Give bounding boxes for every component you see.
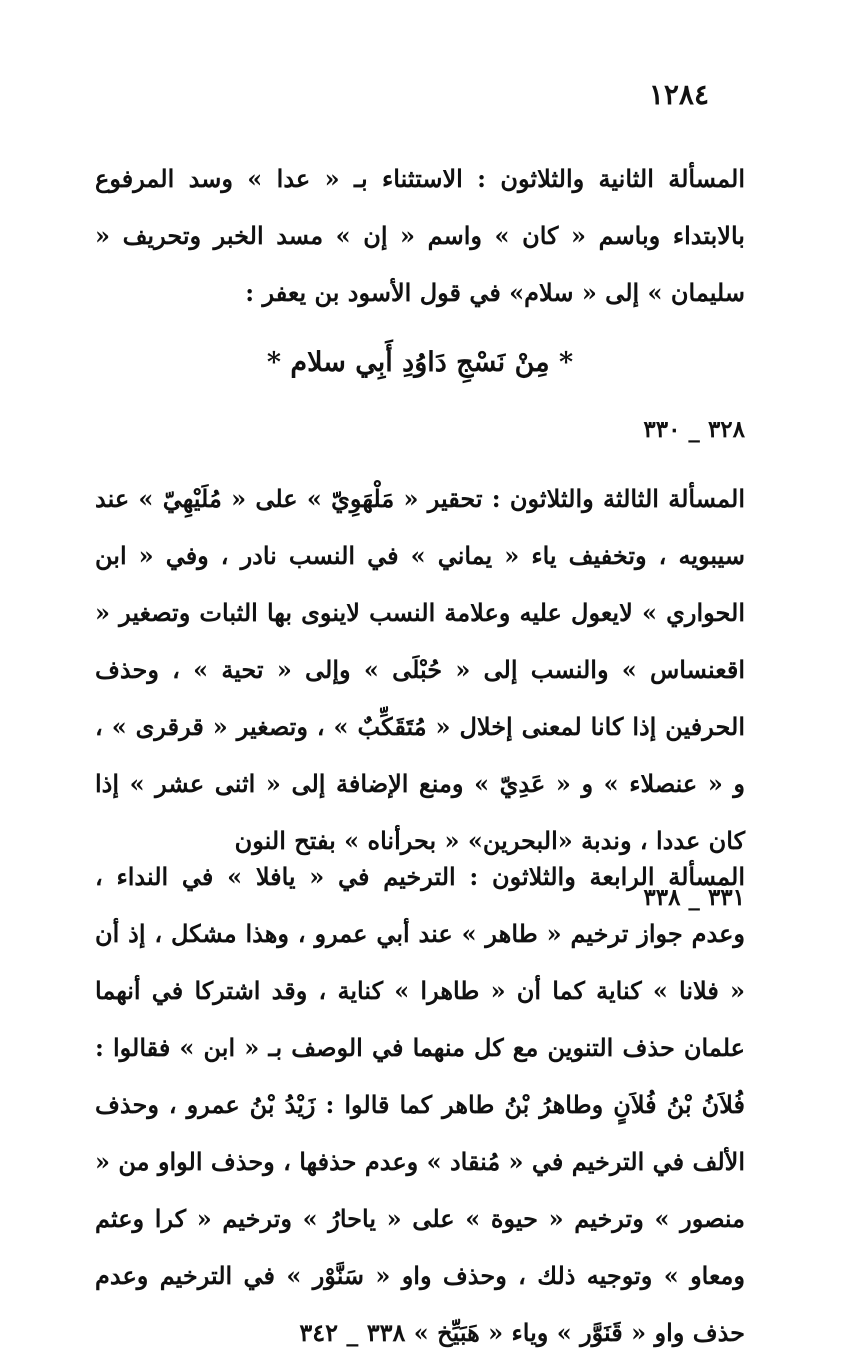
issue-32-pages: ٣٢٨ _ ٣٣٠ bbox=[643, 416, 745, 443]
issue-33-text: المسألة الثالثة والثلاثون : تحقير « مَلْهَوِيّ » على « مُلَيْهِيّ » عند سيبويه ، وتخفيف ياء « يماني » في النسب نادر ، وفي « ابن الحواري » لايعول عليه وعلامة النسب لاينوى بها الثبات وتصغير « اقعنساس » والنسب إلى « حُبْلَى » وإلى « تحية » ، وحذف الحرفين إذا كانا لمعنى إخلال « مُتَقَكِّبٌ » ، وتصغير « قرقرى » ، و « عنصلاء » و « عَدِيّ » ومنع الإضافة إلى « اثنى عشر » إذا كان عددا ، وندبة «البحرين» « بحرأناه » بفتح النون bbox=[95, 484, 746, 855]
issue-33-pages: ٣٣١ _ ٣٣٨ bbox=[643, 884, 745, 911]
page-number: ١٢٨٤ bbox=[648, 78, 709, 111]
issue-32-text: المسألة الثانية والثلاثون : الاستثناء بـ « عدا » وسد المرفوع بالابتداء وباسم « كان » واسم « إن » مسد الخبر وتحريف « سليمان » إلى « سلام» في قول الأسود بن يعفر : bbox=[95, 164, 745, 307]
issue-32-section bbox=[95, 150, 745, 458]
issue-34-section bbox=[95, 848, 745, 1361]
issue-34-text: المسألة الرابعة والثلاثون : الترخيم في « يافلا » في النداء ، وعدم جواز ترخيم « طاهر » عند أبي عمرو ، وهذا مشكل ، إذ أن « فلانا » كناية كما أن « طاهرا » كناية ، وقد اشتركا في أنهما علمان حذف التنوين مع كل منهما في الوصف بـ « ابن » فقالوا : فُلاَنُ بْنُ فُلاَنٍ وطاهرُ بْنُ طاهر كما قالوا : زَيْدُ بْنُ عمرو ، وحذف الألف في الترخيم في « مُنقاد » وعدم حذفها ، وحذف الواو من « منصور » وترخيم « حيوة » على « ياحارُ » وترخيم « كرا وعثم ومعاو » وتوجيه ذلك ، وحذف واو « سَنَّوْر » في الترخيم وعدم حذف واو « قَنَوَّر » وياء « هَبَيِّخ » ٣٣٨ _ ٣٤٢ bbox=[95, 862, 745, 1347]
issue-32-verse: * مِنْ نَسْجِ دَاوُدِ أَبِي سلام * bbox=[266, 347, 574, 378]
